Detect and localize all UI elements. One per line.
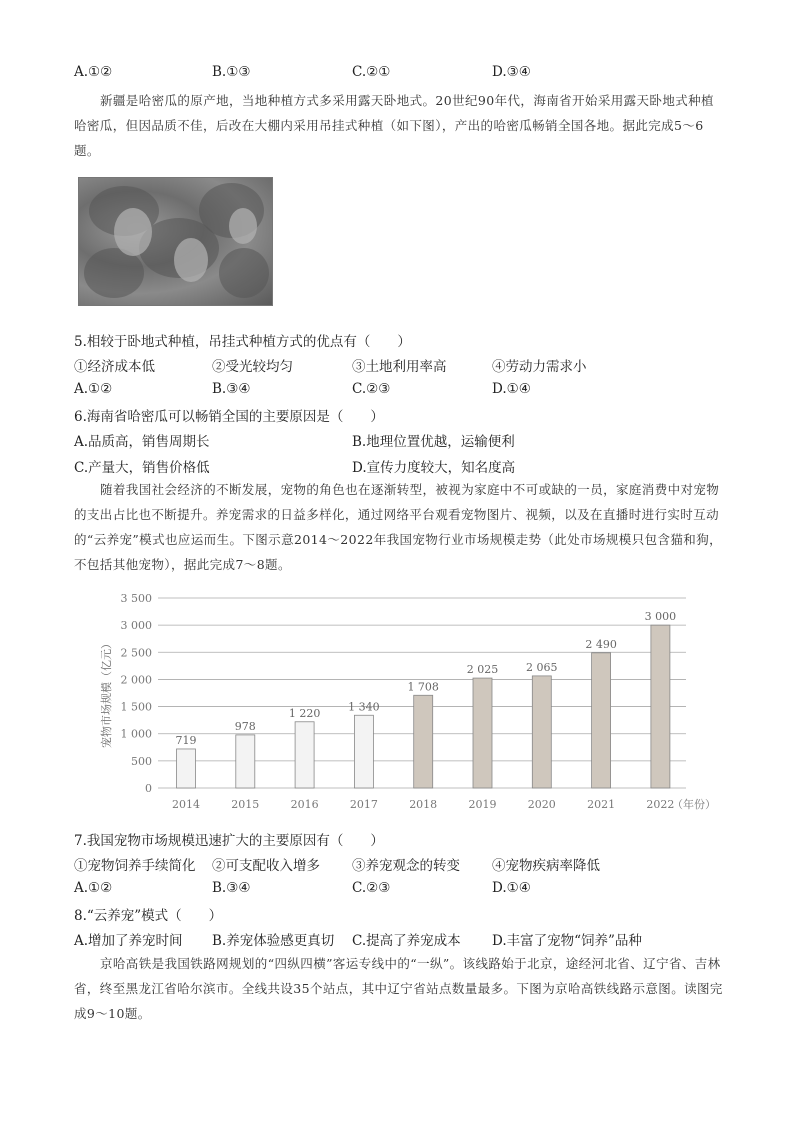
y-tick-label: 1 500 xyxy=(120,700,152,714)
y-tick-label: 3 500 xyxy=(120,592,152,605)
bar-2018 xyxy=(414,695,433,788)
q6-option-b: B.地理位置优越，运输便利 xyxy=(352,434,515,450)
x-tick-label: 2020 xyxy=(527,798,556,811)
x-tick-label: 2017 xyxy=(349,798,378,811)
x-axis-label: （年份） xyxy=(672,798,716,811)
q7-item-4: ④宠物疾病率降低 xyxy=(492,858,600,874)
bar-2017 xyxy=(354,715,373,788)
rail-intro-paragraph: 京哈高铁是我国铁路网规划的“四纵四横”客运专线中的“一纵”。该线路始于北京，途经河北省、辽宁省、吉林省，终至黑龙江省哈尔滨市。全线共设35个站点，其中辽宁省站点数量最多。下图为京哈高铁线路示意图。读图完成9～10题。 xyxy=(74,956,723,1021)
q6-stem: 6.海南省哈密瓜可以畅销全国的主要原因是（ ） xyxy=(74,409,384,425)
y-tick-label: 2 500 xyxy=(120,646,152,660)
x-tick-label: 2014 xyxy=(172,798,200,811)
bar-2015 xyxy=(236,735,255,788)
q5-option-c: C.②③ xyxy=(352,381,391,397)
q4-option-c: C.②① xyxy=(352,64,391,80)
x-tick-label: 2021 xyxy=(587,798,616,811)
q6-option-a: A.品质高，销售周期长 xyxy=(74,434,210,450)
q4-option-a: A.①② xyxy=(74,64,113,80)
data-label-2019: 2 025 xyxy=(466,663,499,677)
q5-item-3: ③土地利用率高 xyxy=(352,359,447,375)
q8-option-c: C.提高了养宠成本 xyxy=(352,933,461,949)
q8-option-b: B.养宠体验感更真切 xyxy=(212,933,335,949)
data-label-2015: 978 xyxy=(234,719,256,733)
melon-greenhouse-photo xyxy=(78,177,273,306)
q7-item-2: ②可支配收入增多 xyxy=(212,858,320,874)
q8-stem: 8.“云养宠”模式（ ） xyxy=(74,908,223,924)
data-label-2016: 1 220 xyxy=(288,706,321,720)
bar-2021 xyxy=(592,653,611,788)
data-label-2018: 1 708 xyxy=(407,680,439,694)
q5-option-a: A.①② xyxy=(74,381,113,397)
q5-stem: 5.相较于卧地式种植，吊挂式种植方式的优点有（ ） xyxy=(74,334,411,350)
q7-option-d: D.①④ xyxy=(492,880,531,896)
q6-option-d: D.宣传力度较大，知名度高 xyxy=(352,460,516,476)
bar-2016 xyxy=(295,722,314,788)
q5-option-b: B.③④ xyxy=(212,381,251,397)
data-label-2021: 2 490 xyxy=(585,637,617,651)
q7-option-a: A.①② xyxy=(74,880,113,896)
bar-2022 xyxy=(651,625,670,788)
y-tick-label: 0 xyxy=(145,782,152,795)
bar-2014 xyxy=(177,749,196,788)
y-axis-label: 宠物市场规模（亿元） xyxy=(100,638,113,748)
melon-intro-paragraph: 新疆是哈密瓜的原产地，当地种植方式多采用露天卧地式。20世纪90年代，海南省开始采用露天卧地式种植哈密瓜，但因品质不佳，后改在大棚内采用吊挂式种植（如下图），产出的哈密瓜畅销全国各地。据此完成5～6题。 xyxy=(74,93,714,158)
q4-option-b: B.①③ xyxy=(212,64,251,80)
q5-item-2: ②受光较均匀 xyxy=(212,359,293,375)
q4-option-d: D.③④ xyxy=(492,64,531,80)
x-tick-label: 2022 xyxy=(646,798,675,811)
bar-2019 xyxy=(473,678,492,788)
y-tick-label: 500 xyxy=(131,754,152,768)
y-tick-label: 2 000 xyxy=(120,673,152,687)
x-tick-label: 2016 xyxy=(290,798,319,811)
q5-option-d: D.①④ xyxy=(492,381,531,397)
data-label-2022: 3 000 xyxy=(644,610,677,624)
y-tick-label: 3 000 xyxy=(120,619,152,633)
q7-option-c: C.②③ xyxy=(352,880,391,896)
q7-item-1: ①宠物饲养手续简化 xyxy=(74,858,196,874)
q8-option-a: A.增加了养宠时间 xyxy=(74,933,183,949)
data-label-2014: 719 xyxy=(175,733,197,747)
q8-option-d: D.丰富了宠物“饲养”品种 xyxy=(492,933,642,949)
x-tick-label: 2018 xyxy=(409,798,438,811)
pet-market-bar-chart xyxy=(96,585,716,815)
q7-option-b: B.③④ xyxy=(212,880,251,896)
q5-item-1: ①经济成本低 xyxy=(74,359,155,375)
q7-item-3: ③养宠观念的转变 xyxy=(352,858,460,874)
bar-2020 xyxy=(532,676,551,788)
x-tick-label: 2019 xyxy=(468,798,497,811)
q6-option-c: C.产量大，销售价格低 xyxy=(74,460,210,476)
q7-stem: 7.我国宠物市场规模迅速扩大的主要原因有（ ） xyxy=(74,833,384,849)
y-tick-label: 1 000 xyxy=(120,727,152,741)
data-label-2020: 2 065 xyxy=(526,660,558,674)
data-label-2017: 1 340 xyxy=(348,700,380,714)
pet-intro-paragraph: 随着我国社会经济的不断发展，宠物的角色也在逐渐转型，被视为家庭中不可或缺的一员，家庭消费中对宠物的支出占比也不断提升。养宠需求的日益多样化，通过网络平台观看宠物图片、视频，以及在直播时进行实时互动的“云养宠”模式也应运而生。下图示意2014～2022年我国宠物行业市场规模走势（此处市场规模只包含猫和狗，不包括其他宠物），据此完成7～8题。 xyxy=(74,482,723,572)
q5-item-4: ④劳动力需求小 xyxy=(492,359,587,375)
x-tick-label: 2015 xyxy=(231,798,260,811)
